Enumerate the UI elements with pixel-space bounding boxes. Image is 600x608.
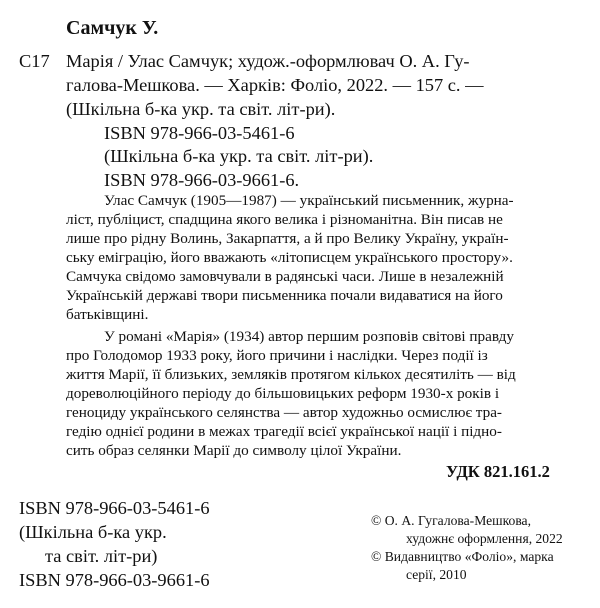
series-line: та світ. літ-ри) bbox=[45, 546, 158, 566]
author-heading: Самчук У. bbox=[66, 17, 159, 39]
isbn-line: ISBN 978-966-03-9661-6 bbox=[19, 570, 210, 590]
annotation-line: життя Марії, її близьких, земляків протягом кількох десятиліть — від bbox=[66, 366, 516, 383]
annotation-line: Українській державі твори письменника почали видаватися на його bbox=[66, 287, 503, 304]
isbn-line: ISBN 978-966-03-5461-6 bbox=[104, 123, 295, 143]
annotation-line: геноциду українського селянства — автор художньо осмислює тра- bbox=[66, 404, 502, 421]
copyright-line: © О. А. Гугалова-Мешкова, bbox=[371, 513, 531, 528]
annotation-line: ліст, публіцист, спадщина якого велика і різноманітна. Він писав не bbox=[66, 211, 503, 228]
isbn-line: ISBN 978-966-03-5461-6 bbox=[19, 498, 210, 518]
isbn-line: ISBN 978-966-03-9661-6. bbox=[104, 170, 300, 190]
bibliographic-line: Марія / Улас Самчук; худож.-оформлювач О. А. Гу- bbox=[66, 51, 470, 71]
classification-code: С17 bbox=[19, 51, 50, 71]
annotation-line: сить образ селянки Марії до символу цілої України. bbox=[66, 442, 402, 459]
annotation-line: У романі «Марія» (1934) автор першим розповів світові правду bbox=[104, 328, 514, 345]
annotation-line: батьківщині. bbox=[66, 306, 149, 323]
series-line: (Шкільна б-ка укр. та світ. літ-ри). bbox=[104, 146, 374, 166]
annotation-line: лише про рідну Волинь, Закарпаття, а й про Велику Україну, україн- bbox=[66, 230, 509, 247]
annotation-line: Улас Самчук (1905—1987) — український письменник, журна- bbox=[104, 192, 514, 209]
annotation-line: гедію однієї родини в межах трагедії всієї української нації і підно- bbox=[66, 423, 502, 440]
copyright-line: © Видавництво «Фоліо», марка bbox=[371, 549, 554, 564]
annotation-line: ську еміграцію, його вважають «літописцем українського простору». bbox=[66, 249, 513, 266]
copyright-line: художнє оформлення, 2022 bbox=[406, 531, 563, 546]
bibliographic-line: галова-Мешкова. — Харків: Фоліо, 2022. — 157 с. — bbox=[66, 75, 484, 95]
udk-code: УДК 821.161.2 bbox=[446, 462, 550, 481]
annotation-line: Самчука свідомо замовчували в радянські часи. Лише в незалежній bbox=[66, 268, 504, 285]
bibliographic-line: (Шкільна б-ка укр. та світ. літ-ри). bbox=[66, 99, 336, 119]
copyright-line: серії, 2010 bbox=[406, 567, 467, 582]
annotation-line: дореволюційного періоду до більшовицьких реформ 1930-х років і bbox=[66, 385, 500, 402]
annotation-line: про Голодомор 1933 року, його причини і наслідки. Через події із bbox=[66, 347, 488, 364]
series-line: (Шкільна б-ка укр. bbox=[19, 522, 167, 542]
